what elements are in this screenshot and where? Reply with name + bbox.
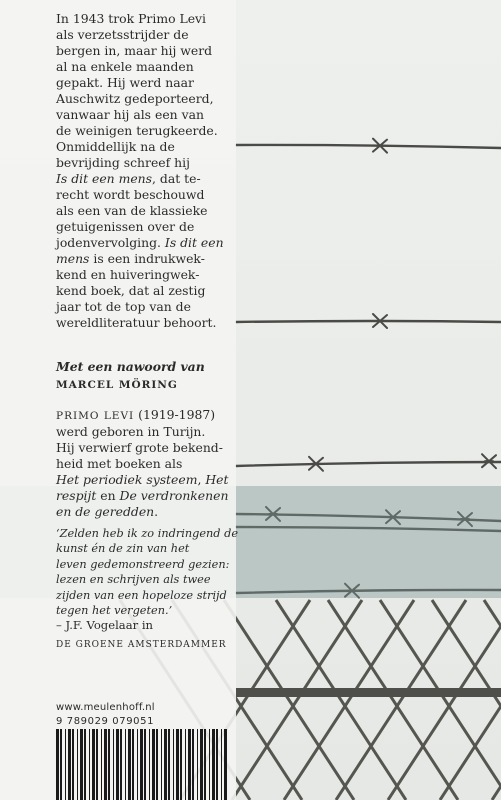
synopsis-text: Is dit een mens <box>56 171 153 186</box>
isbn-barcode <box>56 716 228 800</box>
synopsis-text: wereldliteratuur behoort. <box>56 315 217 330</box>
barcode-bar <box>173 729 174 800</box>
synopsis-line <box>56 91 236 107</box>
barcode-bar <box>204 729 206 800</box>
synopsis-line <box>56 203 236 219</box>
synopsis-text: Auschwitz gedeporteerd, <box>56 91 214 106</box>
quote-text: leven gedemonstreerd gezien: <box>56 557 230 571</box>
synopsis-line <box>56 235 236 251</box>
synopsis-text <box>56 11 236 331</box>
synopsis-text: gepakt. Hij werd naar <box>56 75 194 90</box>
barcode-bar <box>140 729 143 800</box>
barcode-bar <box>80 729 83 800</box>
synopsis-line <box>56 219 236 235</box>
bio-line <box>56 456 236 472</box>
wire-strand <box>236 321 501 322</box>
barcode-bar <box>104 729 107 800</box>
author-bio <box>56 407 236 520</box>
barcode-bar <box>68 729 71 800</box>
synopsis-line <box>56 139 236 155</box>
bio-text: respijt <box>56 488 97 503</box>
synopsis-text: als een van de klassieke <box>56 203 208 218</box>
barcode-bar <box>188 729 191 800</box>
barcode-bar <box>125 729 126 800</box>
barcode-bar <box>89 729 90 800</box>
synopsis-text: bevrijding schreef hij <box>56 155 190 170</box>
barcode-bar <box>137 729 138 800</box>
afterword-credit <box>56 359 236 393</box>
synopsis-line <box>56 107 236 123</box>
bio-line <box>56 472 236 488</box>
barcode-bar <box>72 729 74 800</box>
synopsis-line <box>56 155 236 171</box>
quote-text: ‘Zelden heb ik zo indringend de <box>56 527 239 540</box>
barcode-bar <box>84 729 86 800</box>
quote-line <box>56 541 236 556</box>
bio-text: PRIMO LEVI <box>56 410 135 422</box>
synopsis-text: Onmiddellijk na de <box>56 139 175 154</box>
barcode-bar <box>185 729 186 800</box>
barcode-bar <box>120 729 122 800</box>
barcode-bar <box>156 729 158 800</box>
synopsis-text: jodenvervolging. <box>56 235 165 250</box>
synopsis-text: jaar tot de top van de <box>56 299 191 314</box>
bio-text: en de geredden <box>56 504 155 519</box>
quote-text: lezen en schrijven als twee <box>56 573 211 587</box>
quote-line <box>56 603 236 618</box>
barcode-bar <box>101 729 102 800</box>
synopsis-line <box>56 251 236 267</box>
synopsis-line <box>56 299 236 315</box>
barcode-bar <box>176 729 179 800</box>
quote-line <box>56 572 236 587</box>
bio-text: heid met boeken als <box>56 456 183 471</box>
bio-text: Het <box>205 472 229 487</box>
quote-line <box>56 588 236 603</box>
synopsis-line <box>56 187 236 203</box>
afterword-intro: Met een nawoord van <box>56 359 205 374</box>
bio-line <box>56 488 236 504</box>
synopsis-line <box>56 283 236 299</box>
quote-text: tegen het vergeten.’ <box>56 604 173 618</box>
barcode-bar <box>128 729 131 800</box>
barcode-bar <box>212 729 215 800</box>
synopsis-text: , dat te- <box>152 171 201 186</box>
review-quote <box>56 526 239 653</box>
barcode-bar <box>116 729 119 800</box>
barcode-bars <box>56 729 228 800</box>
synopsis-text: kend boek, dat al zestig <box>56 283 206 298</box>
barcode-bar <box>56 729 59 800</box>
barcode-bar <box>180 729 182 800</box>
bio-line <box>56 504 236 520</box>
bio-text: . <box>154 504 159 519</box>
synopsis-text: mens <box>56 251 90 266</box>
publisher-url: www.meulenhoff.nl <box>56 702 155 713</box>
barcode-bar <box>149 729 150 800</box>
barcode-bar <box>92 729 95 800</box>
bio-text: Het periodiek systeem <box>56 472 198 487</box>
synopsis-line <box>56 315 236 331</box>
barcode-bar <box>161 729 162 800</box>
isbn-number: 9 789029 079051 <box>56 716 155 727</box>
synopsis-line <box>56 27 236 43</box>
quote-text: zijden van een hopeloze strijd <box>56 588 227 602</box>
fence-rail <box>236 688 501 697</box>
quote-text: kunst én de zin van het <box>56 542 190 556</box>
barcode-bar <box>65 729 66 800</box>
quote-line <box>56 557 236 572</box>
bio-text: werd geboren in Turijn. <box>56 424 206 439</box>
barcode-bar <box>132 729 134 800</box>
synopsis-line <box>56 123 236 139</box>
synopsis-line <box>56 267 236 283</box>
bio-line <box>56 440 236 456</box>
barcode-bar <box>197 729 198 800</box>
bio-line <box>56 424 236 440</box>
synopsis-line <box>56 171 236 187</box>
quote-attribution: – J.F. Vogelaar in <box>56 618 154 633</box>
barcode-bar <box>200 729 203 800</box>
barcode-bar <box>108 729 110 800</box>
barcode-bar <box>77 729 78 800</box>
barcode-bar <box>192 729 194 800</box>
bio-text: Hij verwierf grote bekend- <box>56 440 223 455</box>
synopsis-text: bergen in, maar hij werd <box>56 43 213 58</box>
synopsis-line <box>56 43 236 59</box>
synopsis-text: al na enkele maanden <box>56 59 194 74</box>
barcode-bar <box>224 729 227 800</box>
barcode-bar <box>221 729 222 800</box>
quote-source: DE GROENE AMSTERDAMMER <box>56 639 227 650</box>
barcode-bar <box>144 729 146 800</box>
bio-line <box>56 407 236 424</box>
synopsis-text: vanwaar hij als een van <box>56 107 204 122</box>
barcode-bar <box>96 729 98 800</box>
bio-text: (1919-1987) <box>134 407 216 422</box>
bio-text: De verdronkenen <box>119 488 229 503</box>
barcode-bar <box>164 729 167 800</box>
synopsis-text: In 1943 trok Primo Levi <box>56 11 206 26</box>
synopsis-text: Is dit een <box>164 235 224 250</box>
synopsis-line <box>56 11 236 27</box>
barcode-bar <box>168 729 170 800</box>
barcode-bar <box>216 729 218 800</box>
synopsis-text: is een indrukwek- <box>89 251 205 266</box>
bio-text: en <box>96 488 120 503</box>
bio-text: , <box>197 472 206 487</box>
barcode-bar <box>209 729 210 800</box>
barcode-bar <box>60 729 62 800</box>
afterword-author: MARCEL MÖRING <box>56 379 178 391</box>
quote-line <box>56 526 239 541</box>
synopsis-text: als verzetsstrijder de <box>56 27 189 42</box>
synopsis-text: getuigenissen over de <box>56 219 195 234</box>
synopsis-text: recht wordt beschouwd <box>56 187 205 202</box>
synopsis-text: kend en huiveringwek- <box>56 267 200 282</box>
barcode-bar <box>113 729 114 800</box>
synopsis-line <box>56 59 236 75</box>
synopsis-line <box>56 75 236 91</box>
synopsis-text: de weinigen terugkeerde. <box>56 123 218 138</box>
barcode-bar <box>152 729 155 800</box>
